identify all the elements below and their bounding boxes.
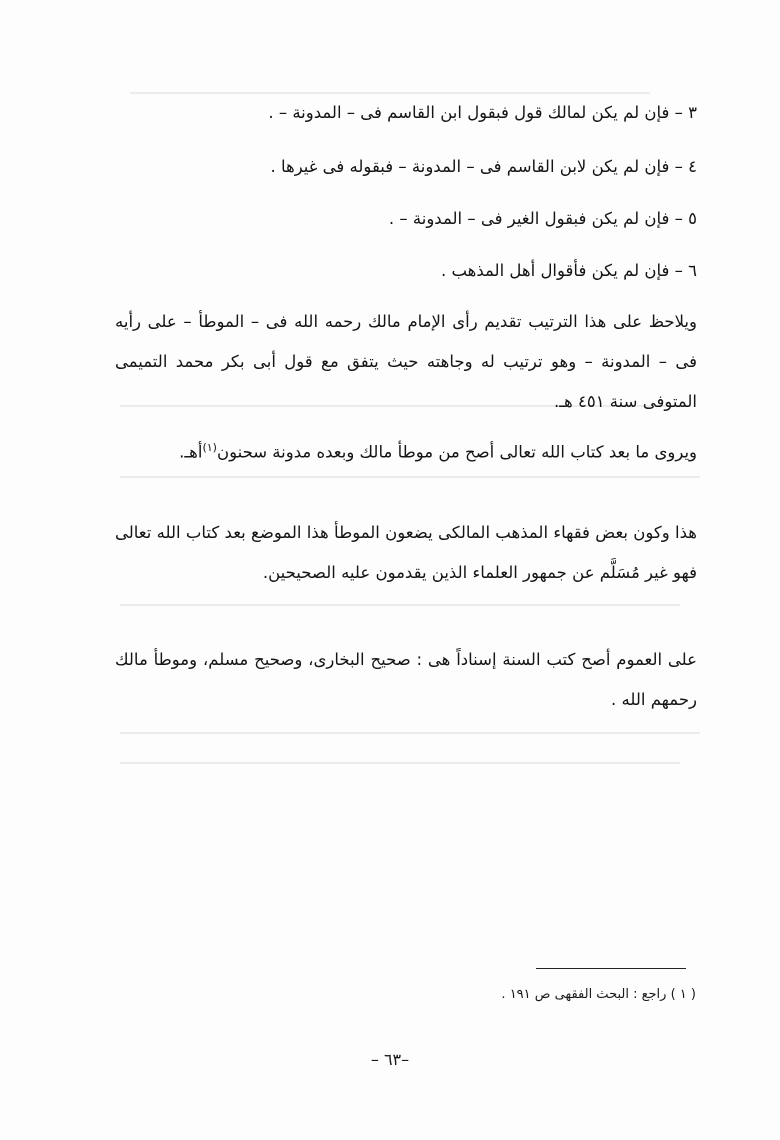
list-item-text: ٦ – فإن لم يكن فأقوال أهل المذهب . [440,261,697,280]
paragraph-body: ويروى ما بعد كتاب الله تعالى أصح من موطأ مالك وبعده مدونة سحنون [216,442,697,462]
paragraph-text: على العموم أصح كتب السنة إسناداً هى : صحيح البخارى، وصحيح مسلم، وموطأ مالك رحمهم الله . [115,650,697,709]
page-number: –٦٣ – [370,1050,410,1069]
list-item-text: ٥ – فإن لم يكن فبقول الغير فى – المدونة – . [388,209,697,228]
list-item-text: ٣ – فإن لم يكن لمالك قول فبقول ابن القاسم فى – المدونة – . [268,103,697,122]
show-through-line [120,604,680,606]
list-item-3 [115,100,697,126]
footnote-text: ( ١ ) راجع : البحث الفقهى ص ١٩١ . [501,987,696,1002]
list-item-5 [115,206,697,232]
footnote-marker[interactable]: (١) [202,441,217,454]
show-through-line [120,476,700,478]
show-through-line [120,762,680,764]
show-through-line [130,92,650,94]
paragraph-sahih-books [115,640,697,720]
footnote-divider [536,968,686,969]
paragraph-order-note [115,302,697,422]
paragraph-scholars [115,513,697,593]
paragraph-muwatta-quote [115,428,697,473]
list-item-text: ٤ – فإن لم يكن لابن القاسم فى – المدونة – فبقوله فى غيرها . [270,157,697,176]
list-item-4 [115,154,697,180]
paragraph-text: ويلاحظ على هذا الترتيب تقديم رأى الإمام مالك رحمه الله فى – الموطأ – على رأيه فى – المدونة – وهو ترتيب له وجاهته حيث يتفق مع قول أبى بكر محمد التميمى المتوفى سنة ٤٥١ هـ. [115,312,697,411]
paragraph-end: أهـ. [179,442,203,462]
list-item-6 [115,258,697,284]
show-through-line [120,732,700,734]
paragraph-text [115,428,697,473]
paragraph-text: هذا وكون بعض فقهاء المذهب المالكى يضعون الموطأ هذا الموضع بعد كتاب الله تعالى فهو غير مُسَلَّم عن جمهور العلماء الذين يقدمون عليه الصحيحين. [115,523,697,582]
